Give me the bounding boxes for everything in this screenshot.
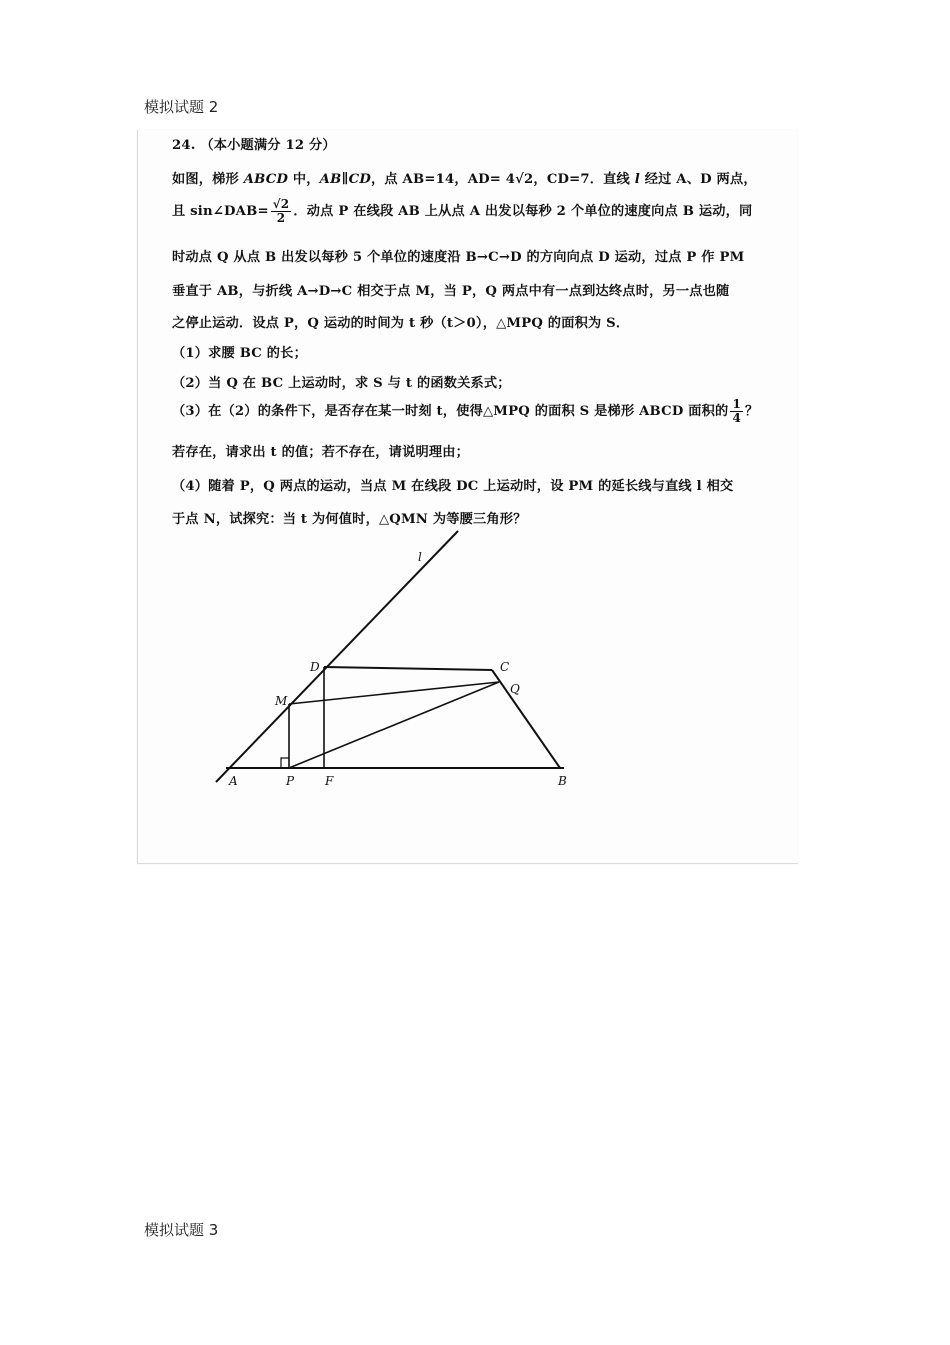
question-4-continued: 于点 N，试探究：当 t 为何值时，△QMN 为等腰三角形？	[172, 512, 527, 527]
question-1: （1）求腰 BC 的长；	[172, 346, 307, 361]
label-q: Q	[510, 682, 520, 696]
right-angle-mark	[281, 758, 289, 768]
question-3: （3）在（2）的条件下，是否存在某一时刻 t，使得△MPQ 的面积 S 是梯形 ABCD 面积的 $\frac{1}{4}$ ？	[172, 397, 759, 425]
label-l: l	[418, 550, 422, 564]
label-p: P	[286, 774, 295, 788]
label-m: M	[275, 694, 288, 708]
problem-line-3: 时动点 Q 从点 B 出发以每秒 5 个单位的速度沿 B→C→D 的方向向点 D 运动，过点 P 作 PM	[172, 250, 745, 265]
side-cb	[492, 670, 560, 768]
label-a: A	[229, 774, 238, 788]
scanned-problem	[137, 130, 798, 864]
page-label-bottom: 模拟试题 3	[144, 1221, 219, 1239]
problem-score: （本小题满分 12 分）	[200, 138, 336, 153]
segment-pq	[289, 682, 499, 768]
question-2: （2）当 Q 在 BC 上运动时，求 S 与 t 的函数关系式；	[172, 376, 511, 391]
problem-line-2: 且 sin∠DAB= $\frac{√2}{2}$ ．动点 P 在线段 AB 上从点 A 出发以每秒 2 个单位的速度向点 B 运动，同	[172, 197, 753, 225]
problem-number: 24.	[172, 138, 196, 153]
side-dc	[324, 667, 492, 670]
segment-mq	[289, 682, 499, 704]
question-4: （4）随着 P，Q 两点的运动，当点 M 在线段 DC 上运动时，设 PM 的延长线与直线 l 相交	[172, 479, 734, 494]
problem-line-1: 如图，梯形 ABCD 中，AB∥CD，点 AB=14，AD= 4√2，CD=7．直线 l 经过 A、D 两点，	[172, 172, 757, 187]
label-b: B	[558, 774, 567, 788]
sine-fraction: $\frac{√2}{2}$	[272, 197, 290, 225]
line-l	[216, 531, 458, 782]
page-label-top: 模拟试题 2	[144, 98, 219, 116]
label-f: F	[325, 774, 334, 788]
label-c: C	[500, 660, 510, 674]
problem-line-4: 垂直于 AB，与折线 A→D→C 相交于点 M，当 P，Q 两点中有一点到达终点时，另一点也随	[172, 284, 730, 299]
problem-line-5: 之停止运动．设点 P，Q 运动的时间为 t 秒（t＞0），△MPQ 的面积为 S．	[172, 316, 630, 331]
quarter-fraction: $\frac{1}{4}$	[732, 397, 741, 425]
question-3-continued: 若存在，请求出 t 的值；若不存在，请说明理由；	[172, 445, 470, 460]
trapezoid-figure	[208, 525, 568, 805]
label-d: D	[310, 660, 320, 674]
problem-header	[172, 134, 762, 153]
